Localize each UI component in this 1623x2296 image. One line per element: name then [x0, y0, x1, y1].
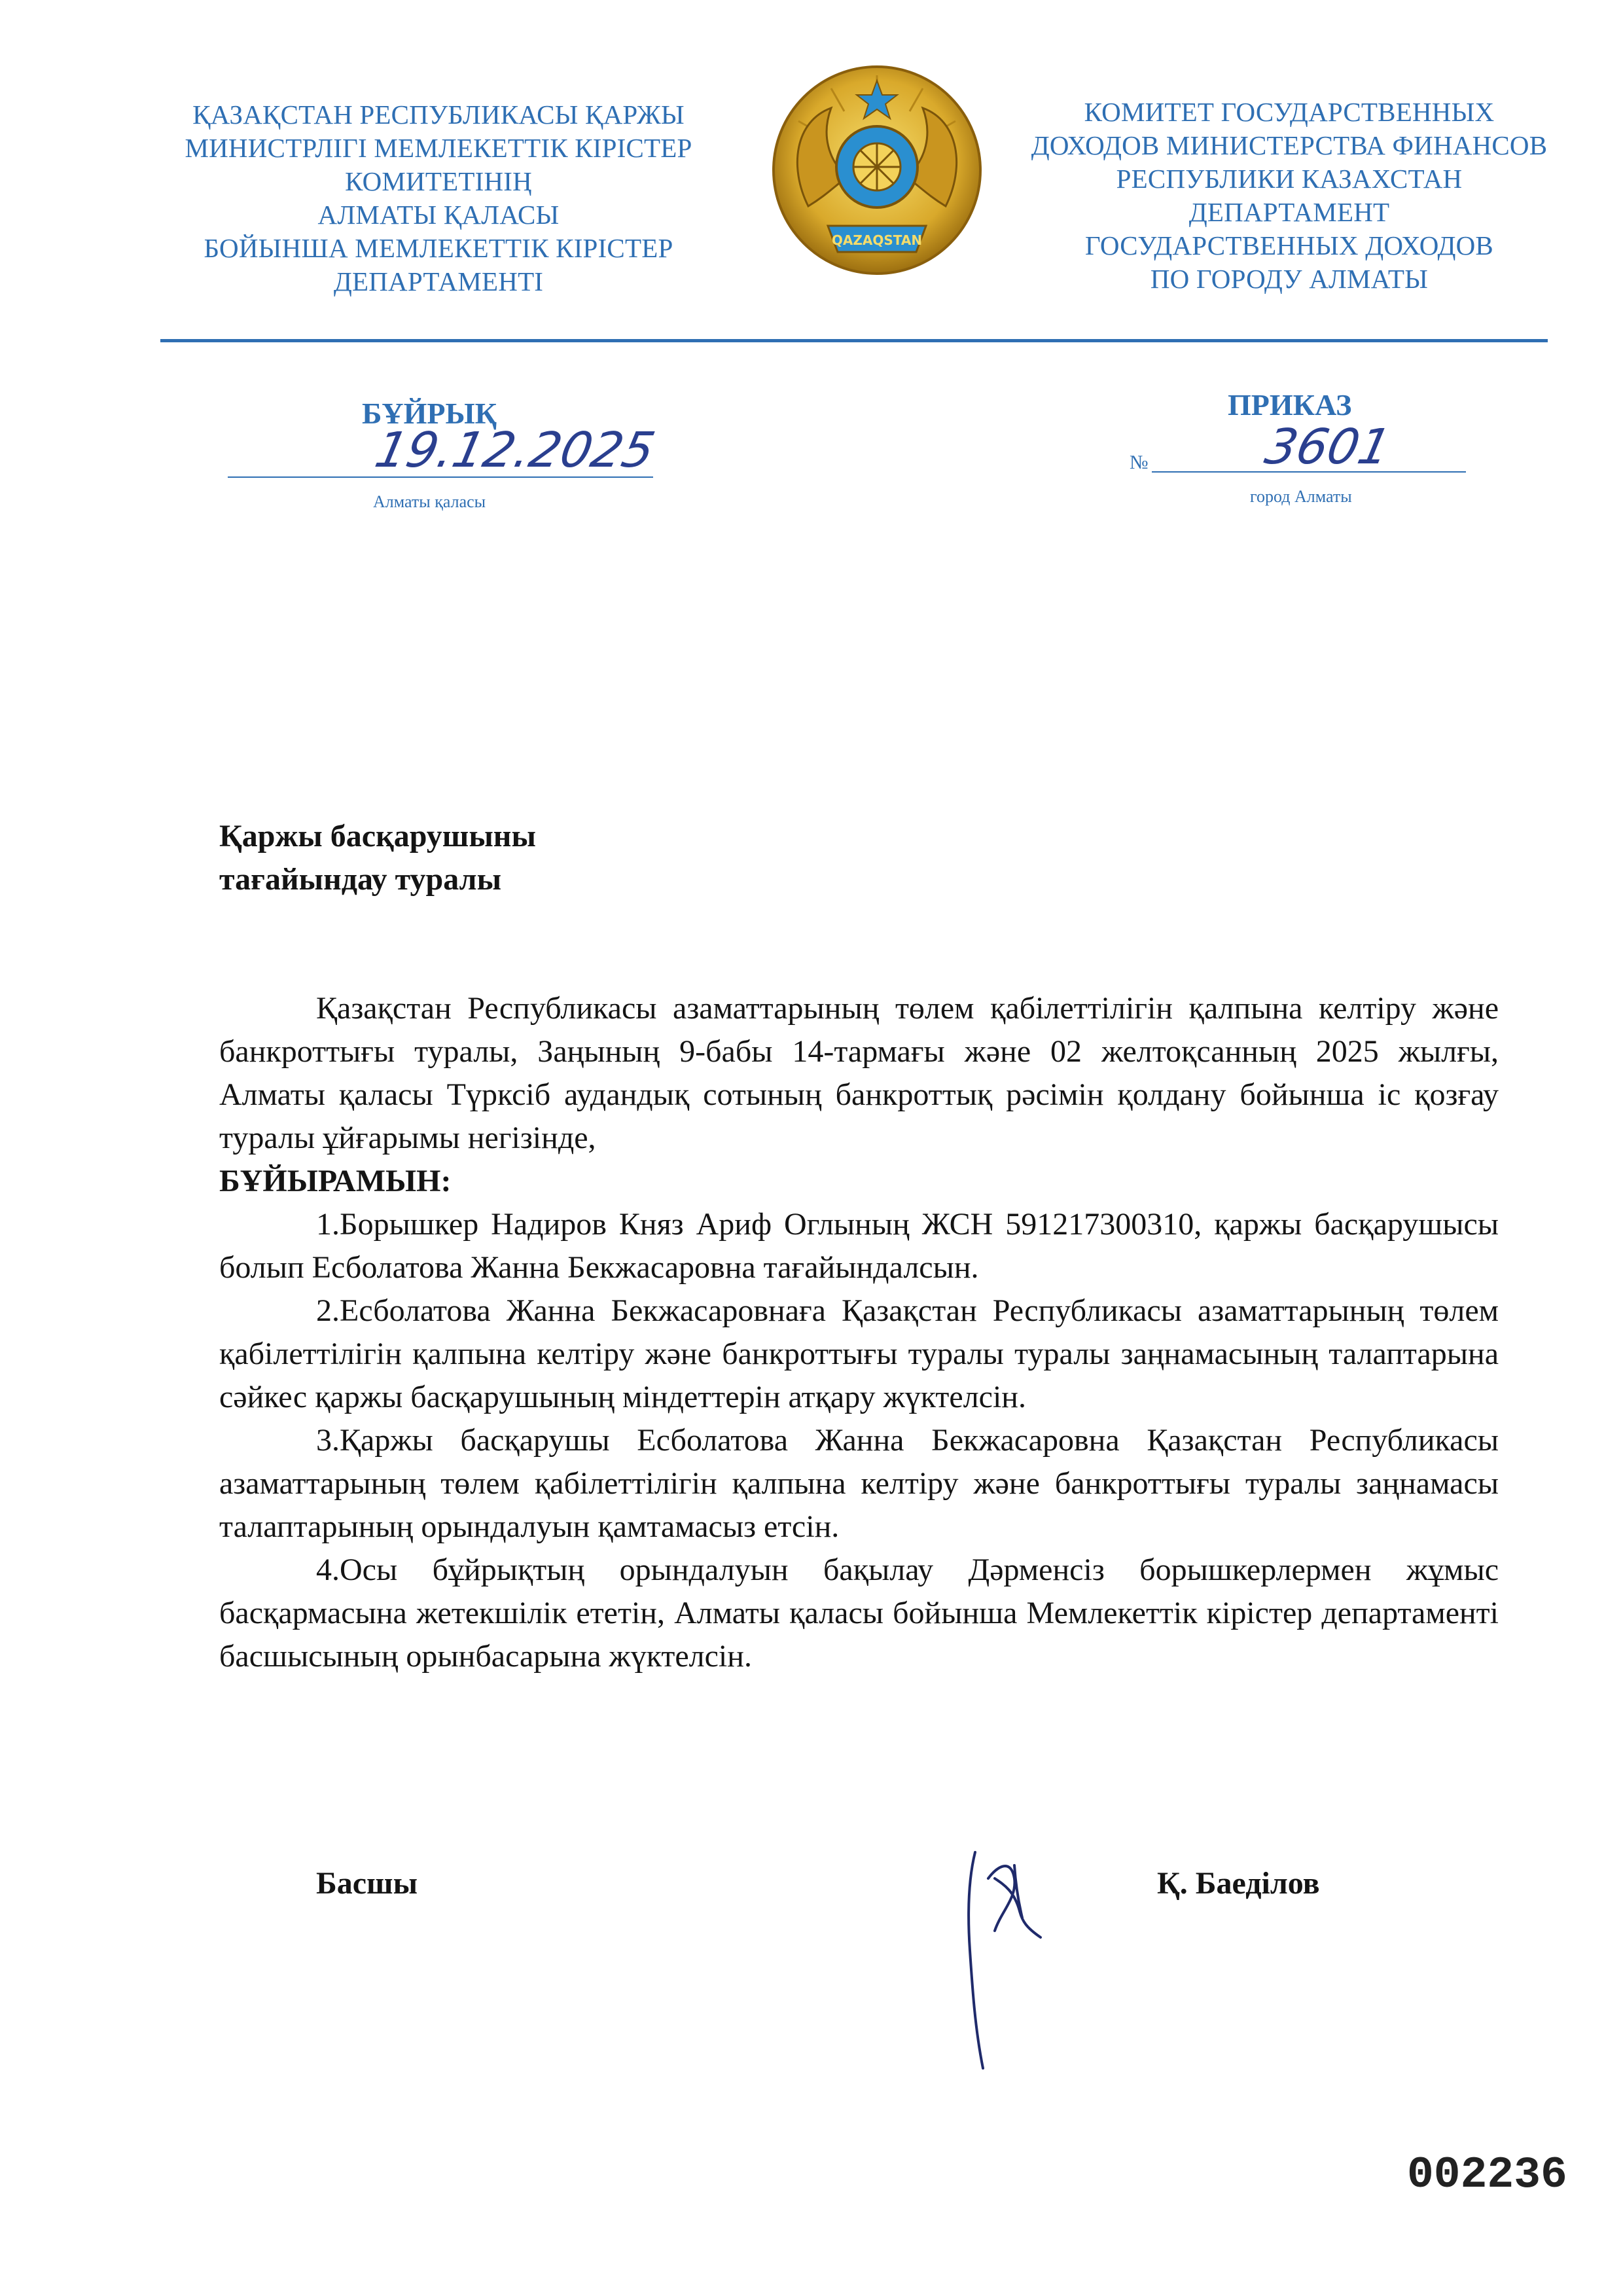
header-right-line: ДЕПАРТАМЕНТ [1188, 197, 1390, 227]
order-type-kz: БҰЙРЫҚ [362, 397, 497, 430]
document-body [219, 987, 1499, 1678]
title-line: Қаржы басқарушыны [219, 819, 536, 853]
header-right-line: ПО ГОРОДУ АЛМАТЫ [1150, 264, 1429, 294]
handwritten-signature-icon [949, 1839, 1119, 2075]
document-title [219, 815, 536, 901]
header-left-line: БОЙЫНША МЕМЛЕКЕТТІК КІРІСТЕР [204, 233, 673, 263]
header-right-line: ДОХОДОВ МИНИСТЕРСТВА ФИНАНСОВ [1031, 130, 1548, 160]
header-right-ru [995, 96, 1584, 296]
header-left-line: ДЕПАРТАМЕНТІ [333, 266, 544, 296]
body-item: 4.Осы бұйрықтың орындалуын бақылау Дәрменсіз борышкерлермен жұмыс басқармасына жетекшілік ететін, Алматы қаласы бойынша Мемлекеттік кірістер департаменті басшысының орынбасарына жүктелсін. [219, 1552, 1499, 1674]
state-emblem-icon [769, 62, 985, 278]
date-underline [228, 476, 653, 478]
header-left-line: КОМИТЕТІНІҢ [345, 166, 532, 196]
emblem-text: QAZAQSTAN [831, 232, 923, 248]
header-right-line: ГОСУДАРСТВЕННЫХ ДОХОДОВ [1085, 230, 1493, 260]
city-ru: город Алматы [1250, 487, 1352, 506]
body-item: 3.Қаржы басқарушы Есболатова Жанна Бекжасаровна Қазақстан Республикасы азаматтарының төлем қабілеттілігін қалпына келтіру және банкроттығы туралы заңнамасы талаптарының орындалуын қамтамасыз етсін. [219, 1423, 1499, 1544]
body-item: 2.Есболатова Жанна Бекжасаровнаға Қазақстан Республикасы азаматтарының төлем қабілеттілігін қалпына келтіру және банкроттығы туралы туралы заңнамасының талаптарына сәйкес қаржы басқарушының міндеттерін атқару жүктелсін. [219, 1293, 1499, 1414]
header-right-line: КОМИТЕТ ГОСУДАРСТВЕННЫХ [1084, 97, 1495, 127]
body-decree: БҰЙЫРАМЫН: [219, 1164, 452, 1198]
body-item: 1.Борышкер Надиров Княз Ариф Оглының ЖСН 591217300310, қаржы басқарушысы болып Есболатова Жанна Бекжасаровна тағайындалсын. [219, 1207, 1499, 1285]
body-preamble: Қазақстан Республикасы азаматтарының төлем қабілеттілігін қалпына келтіру және банкроттығы туралы, Заңының 9-бабы 14-тармағы және 02 желтоқсанның 2025 жылғы, Алматы қаласы Түрксіб аудандық сотының банкроттық рәсімін қолдану бойынша іс қозғау туралы ұйғарымы негізінде, [219, 991, 1499, 1155]
order-type-ru: ПРИКАЗ [1228, 388, 1352, 422]
header-left-line: МИНИСТРЛІГІ МЕМЛЕКЕТТІК КІРІСТЕР [185, 133, 692, 163]
header-divider [160, 339, 1548, 342]
order-date-handwritten: 19.12.2025 [370, 422, 660, 478]
signatory-title: Басшы [316, 1866, 418, 1901]
title-line: тағайындау туралы [219, 862, 502, 897]
header-left-line: ҚАЗАҚСТАН РЕСПУБЛИКАСЫ ҚАРЖЫ [192, 99, 685, 130]
city-kz: Алматы қаласы [373, 492, 486, 511]
order-number-handwritten: 3601 [1260, 419, 1396, 475]
number-underline [1152, 471, 1466, 473]
header-left-kz [131, 98, 746, 298]
document-serial-number: 002236 [1407, 2150, 1567, 2200]
header-right-line: РЕСПУБЛИКИ КАЗАХСТАН [1116, 164, 1463, 194]
signatory-name: Қ. Баеділов [1157, 1866, 1320, 1901]
number-sign: № [1130, 452, 1149, 473]
header-left-line: АЛМАТЫ ҚАЛАСЫ [317, 200, 560, 230]
